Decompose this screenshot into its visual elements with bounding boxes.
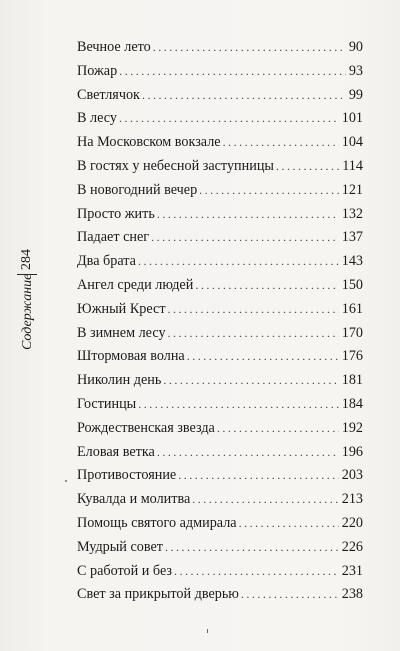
page-number: 284 <box>19 249 34 270</box>
toc-entry <box>77 179 363 203</box>
toc-entry-title: Рождественская звезда <box>77 419 215 436</box>
toc-entry-page-number: 93 <box>348 62 363 79</box>
dot-leader <box>187 345 339 369</box>
toc-entry-page-number: 196 <box>341 443 363 460</box>
dot-leader <box>142 84 346 108</box>
dot-leader <box>153 36 346 60</box>
toc-entry-title: Штормовая волна <box>77 348 185 365</box>
toc-entry <box>77 36 363 60</box>
toc-entry-page-number: 181 <box>341 372 363 389</box>
dot-leader <box>168 298 339 322</box>
toc-entry <box>77 488 363 512</box>
toc-entry-title: Еловая ветка <box>77 443 155 460</box>
toc-entry-page-number: 220 <box>341 514 363 531</box>
table-of-contents <box>77 36 363 607</box>
toc-entry-title: Противостояние <box>77 467 177 484</box>
toc-entry-title: Гостинцы <box>77 395 137 412</box>
toc-entry-title: Вечное лето <box>77 39 151 55</box>
dot-leader <box>178 464 338 488</box>
dot-leader <box>168 322 339 346</box>
toc-entry-title: В зимнем лесу <box>77 324 166 341</box>
toc-entry <box>77 155 363 179</box>
toc-entry-page-number: 150 <box>341 276 363 293</box>
dot-leader <box>192 488 338 512</box>
toc-entry-page-number: 90 <box>348 39 363 55</box>
toc-entry-title: На Московском вокзале <box>77 134 221 151</box>
toc-entry-page-number: 176 <box>341 348 363 365</box>
toc-entry-title: Ангел среди людей <box>77 276 194 293</box>
toc-entry <box>77 345 363 369</box>
toc-entry-title: Мудрый совет <box>77 538 163 555</box>
toc-entry-page-number: 213 <box>341 491 363 508</box>
toc-entry-title: Николин день <box>77 372 162 389</box>
dot-leader <box>151 226 339 250</box>
print-speck <box>207 629 208 633</box>
toc-entry <box>77 393 363 417</box>
dot-leader <box>163 369 338 393</box>
toc-entry-page-number: 114 <box>342 157 363 174</box>
toc-entry-page-number: 192 <box>341 419 363 436</box>
toc-entry <box>77 512 363 536</box>
dot-leader <box>241 583 339 607</box>
toc-entry-title: Просто жить <box>77 205 155 222</box>
dot-leader <box>217 417 339 441</box>
toc-entry-page-number: 99 <box>348 86 363 103</box>
toc-entry-page-number: 226 <box>341 538 363 555</box>
toc-entry <box>77 441 363 465</box>
toc-entry-title: Падает снег <box>77 229 150 246</box>
toc-entry-page-number: 132 <box>341 205 363 222</box>
toc-entry-title: Пожар <box>77 62 118 79</box>
toc-entry-page-number: 121 <box>341 181 363 198</box>
dot-leader <box>174 560 339 584</box>
dot-leader <box>223 131 339 155</box>
running-head <box>12 238 42 348</box>
toc-entry <box>77 203 363 227</box>
toc-entry-title: Два брата <box>77 253 136 270</box>
toc-entry <box>77 464 363 488</box>
toc-entry-page-number: 231 <box>341 562 363 579</box>
toc-entry-title: В гостях у небесной заступницы <box>77 157 274 174</box>
dot-leader <box>138 393 339 417</box>
toc-entry-page-number: 101 <box>341 110 363 127</box>
dot-leader <box>138 250 339 274</box>
dot-leader <box>199 179 339 203</box>
dot-leader <box>239 512 339 536</box>
toc-entry-page-number: 143 <box>341 253 363 270</box>
dot-leader <box>119 60 346 84</box>
toc-entry <box>77 369 363 393</box>
toc-entry <box>77 322 363 346</box>
toc-entry <box>77 84 363 108</box>
toc-entry <box>77 226 363 250</box>
toc-entry-page-number: 104 <box>341 134 363 151</box>
toc-entry <box>77 417 363 441</box>
toc-entry <box>77 107 363 131</box>
toc-entry <box>77 60 363 84</box>
dot-leader <box>195 274 338 298</box>
dot-leader <box>157 203 339 227</box>
toc-entry-title: С работой и без <box>77 562 173 579</box>
toc-entry-page-number: 170 <box>341 324 363 341</box>
print-speck <box>65 480 67 482</box>
dot-leader <box>276 155 339 179</box>
toc-entry <box>77 536 363 560</box>
toc-entry <box>77 298 363 322</box>
toc-entry-page-number: 137 <box>341 229 363 246</box>
toc-entry-title: Кувалда и молитва <box>77 491 191 508</box>
toc-entry-page-number: 238 <box>341 586 363 603</box>
dot-leader <box>119 107 339 131</box>
toc-entry-page-number: 161 <box>341 300 363 317</box>
toc-entry-page-number: 184 <box>341 395 363 412</box>
toc-entry <box>77 274 363 298</box>
toc-entry-title: Светлячок <box>77 86 140 103</box>
toc-entry <box>77 583 363 607</box>
toc-entry-title: В лесу <box>77 110 117 127</box>
toc-entry-title: В новогодний вечер <box>77 181 198 198</box>
toc-entry-title: Помощь святого адмирала <box>77 514 237 531</box>
toc-entry-page-number: 203 <box>341 467 363 484</box>
toc-entry-title: Южный Крест <box>77 300 166 317</box>
dot-leader <box>165 536 339 560</box>
toc-entry <box>77 131 363 155</box>
section-title: Содержание <box>20 273 35 350</box>
toc-entry <box>77 560 363 584</box>
toc-entry <box>77 250 363 274</box>
dot-leader <box>157 441 339 465</box>
toc-entry-title: Свет за прикрытой дверью <box>77 586 239 603</box>
